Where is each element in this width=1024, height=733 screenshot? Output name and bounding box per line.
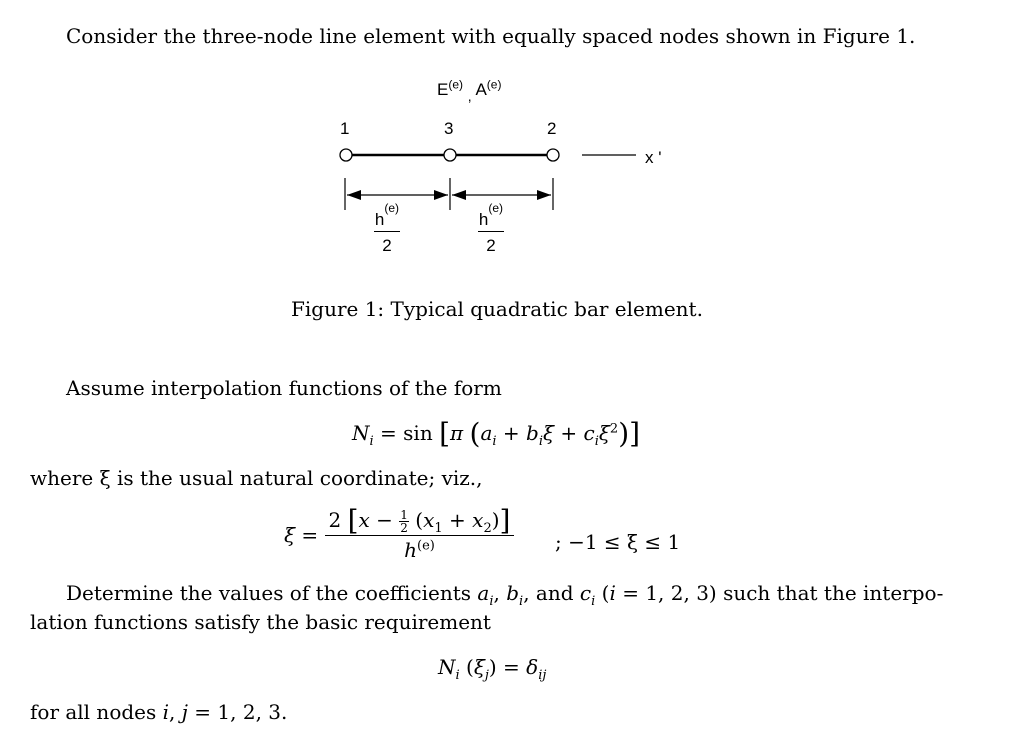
dim-label-left: $h^{(e)}$ 2: [374, 201, 400, 255]
natural-coord-eq: ξ = 2 [x − $\frac{1}{2} (x_1 + x_2)$] $h^{(e)}$: [284, 508, 514, 562]
kronecker-eq: $N_i$ $(\xi_j) = \delta_{ij}$: [438, 655, 547, 683]
node-3: [444, 149, 456, 161]
where-text: where ξ is the usual natural coordinate; viz.,: [30, 466, 483, 490]
node-label-3: 3: [444, 119, 454, 138]
assume-text: Assume interpolation functions of the form: [66, 376, 502, 400]
figure-caption: Figure 1: Typical quadratic bar element.: [291, 297, 703, 321]
determine-line-2: lation functions satisfy the basic requirement: [30, 610, 491, 634]
final-text: for all nodes i, j = 1, 2, 3.: [30, 700, 288, 724]
determine-line-1: Determine the values of the coefficients $a_i$, $b_i$, and $c_i$ (i = 1, 2, 3) such that the interpo-: [66, 581, 944, 609]
coord-range: ; −1 ≤ ξ ≤ 1: [555, 530, 681, 554]
intro-paragraph: Consider the three-node line element with equally spaced nodes shown in Figure 1.: [66, 24, 916, 48]
node-label-1: 1: [340, 119, 350, 138]
node-label-2: 2: [547, 119, 557, 138]
dim-label-right: $h^{(e)}$ 2: [478, 201, 504, 255]
axis-label: x ': [645, 148, 662, 167]
material-label: $E^{(e)}$ $_,$ $A^{(e)}$: [437, 77, 502, 104]
node-2: [547, 149, 559, 161]
node-1: [340, 149, 352, 161]
interp-function-eq: $N_i = \sin [\pi$ $(a_i + b_i\xi + c_i\xi^2)$]: [352, 417, 641, 450]
